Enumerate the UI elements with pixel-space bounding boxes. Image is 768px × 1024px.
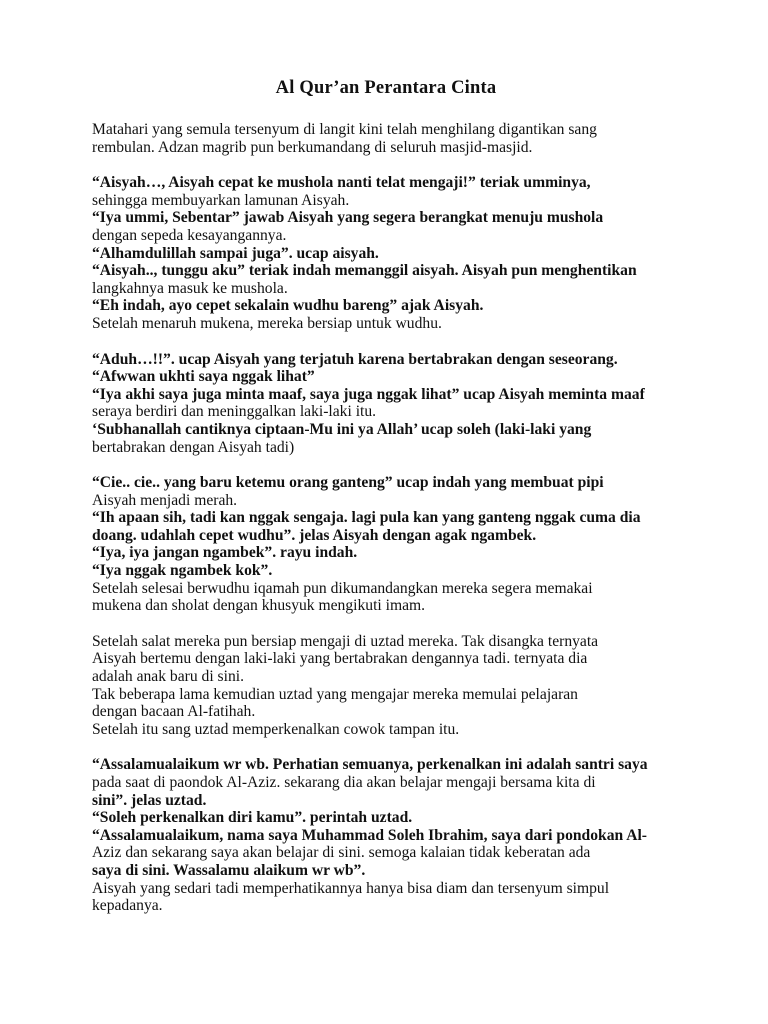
text-line: “Iya akhi saya juga minta maaf, saya juga nggak lihat” ucap Aisyah meminta maaf — [92, 385, 645, 403]
text-line: dengan sepeda kesayangannya. — [92, 226, 287, 244]
text-line: pada saat di paondok Al-Aziz. sekarang dia akan belajar mengaji bersama kita di — [92, 774, 596, 791]
paragraph — [92, 633, 680, 739]
story-title: Al Qur’an Perantara Cinta — [275, 78, 497, 98]
text-line: Aisyah bertemu dengan laki-laki yang bertabrakan dengannya tadi. ternyata dia — [92, 650, 588, 668]
text-line: dengan bacaan Al-fatihah. — [92, 703, 256, 721]
text-line: Matahari yang semula tersenyum di langit kini telah menghilang digantikan sang — [92, 121, 597, 138]
text-line: seraya berdiri dan meninggalkan laki-laki itu. — [92, 403, 377, 421]
paragraph — [92, 756, 680, 914]
text-line: sehingga membuyarkan lamunan Aisyah. — [92, 191, 350, 209]
paragraph — [92, 174, 680, 332]
text-line: Setelah itu sang uztad memperkenalkan cowok tampan itu. — [92, 720, 460, 738]
text-line: kepadanya. — [92, 897, 163, 915]
text-line: Setelah salat mereka pun bersiap mengaji di uztad mereka. Tak disangka ternyata — [92, 632, 599, 650]
text-line: “Assalamualaikum wr wb. Perhatian semuanya, perkenalkan ini adalah santri saya — [92, 756, 648, 774]
text-line: Aziz dan sekarang saya akan belajar di sini. semoga kalaian tidak keberatan ada — [92, 844, 591, 862]
paragraph — [92, 121, 680, 156]
story-body — [92, 121, 680, 915]
text-line: langkahnya masuk ke mushola. — [92, 279, 288, 297]
text-line: ‘Subhanallah cantiknya ciptaan-Mu ini ya Allah’ ucap soleh (laki-laki yang — [92, 420, 592, 438]
text-line: mukena dan sholat dengan khusyuk mengikuti imam. — [92, 597, 426, 615]
text-line: “Soleh perkenalkan diri kamu”. perintah uztad. — [92, 809, 413, 827]
text-line: bertabrakan dengan Aisyah tadi) — [92, 438, 295, 456]
text-line: Aisyah menjadi merah. — [92, 491, 238, 509]
text-line: “Aduh…!!”. ucap Aisyah yang terjatuh karena bertabrakan dengan seseorang. — [92, 350, 618, 368]
text-line: saya di sini. Wassalamu alaikum wr wb”. — [92, 861, 366, 879]
text-line: “Cie.. cie.. yang baru ketemu orang ganteng” ucap indah yang membuat pipi — [92, 474, 604, 492]
text-line: Setelah menaruh mukena, mereka bersiap untuk wudhu. — [92, 314, 442, 332]
text-line: “Aisyah…, Aisyah cepat ke mushola nanti telat mengaji!” teriak umminya, — [92, 174, 591, 192]
text-line: “Alhamdulillah sampai juga”. ucap aisyah. — [92, 244, 379, 262]
text-line: Tak beberapa lama kemudian uztad yang mengajar mereka memulai pelajaran — [92, 685, 578, 703]
text-line: sini”. jelas uztad. — [92, 791, 207, 809]
text-line: “Iya, iya jangan ngambek”. rayu indah. — [92, 544, 358, 562]
text-line: “Aisyah.., tunggu aku” teriak indah memanggil aisyah. Aisyah pun menghentikan — [92, 262, 637, 280]
text-line: Setelah selesai berwudhu iqamah pun dikumandangkan mereka segera memakai — [92, 579, 593, 597]
text-line: doang. udahlah cepet wudhu”. jelas Aisyah dengan agak ngambek. — [92, 526, 537, 544]
text-line: “Assalamualaikum, nama saya Muhammad Soleh Ibrahim, saya dari pondokan Al- — [92, 826, 647, 844]
text-line: adalah anak baru di sini. — [92, 668, 244, 686]
text-line: rembulan. Adzan magrib pun berkumandang di seluruh masjid-masjid. — [92, 138, 533, 156]
text-line: “Iya nggak ngambek kok”. — [92, 562, 273, 580]
text-line: “Iya ummi, Sebentar” jawab Aisyah yang segera berangkat menuju mushola — [92, 209, 604, 227]
paragraph — [92, 351, 680, 457]
text-line: “Eh indah, ayo cepet sekalain wudhu bareng” ajak Aisyah. — [92, 297, 484, 315]
paragraph — [92, 474, 680, 615]
text-line: “Ih apaan sih, tadi kan nggak sengaja. lagi pula kan yang ganteng nggak cuma dia — [92, 509, 641, 527]
text-line: Aisyah yang sedari tadi memperhatikannya hanya bisa diam dan tersenyum simpul — [92, 879, 610, 897]
text-line: “Afwwan ukhti saya nggak lihat” — [92, 368, 315, 386]
